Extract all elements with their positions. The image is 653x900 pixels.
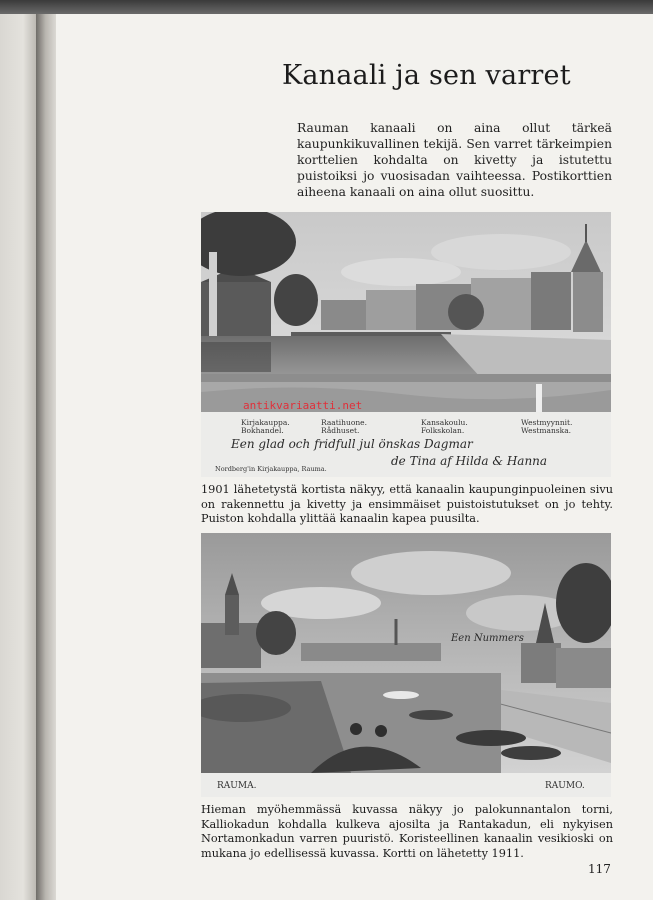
caption-1911: Hieman myöhemmässä kuvassa näkyy jo palokunnantalon torni, Kalliokadun kohdalla kulkeva ajosilta ja Rantakadun, eli nykyisen Nortamonkadun varren puuristö. Koristeellinen kanaalin vesikioski on mukana jo edellisessä kuvassa. Kortti on lähetetty 1911. — [201, 803, 613, 860]
book-top-edge — [0, 0, 653, 14]
handwritten-greeting-line-2: de Tina af Hilda & Hanna — [391, 454, 548, 468]
postcard-1901-image — [201, 212, 611, 477]
watermark-text: antikvariaatti.net — [243, 399, 363, 412]
postcard-1911-image — [201, 533, 611, 797]
handwritten-greeting-line-1: Een glad och fridfull jul önskas Dagmar — [231, 437, 473, 451]
label-line: Kirjakauppa. — [241, 418, 290, 427]
postcard-label-2: Raatihuone. Rådhuset. — [321, 418, 368, 435]
postcard-label-3: Kansakoulu. Folkskolan. — [421, 418, 468, 435]
postcard-publisher: Nordberg'in Kirjakauppa, Rauma. — [215, 465, 327, 473]
postcard-label-right: RAUMO. — [545, 781, 585, 791]
postcard-photo-1901 — [201, 212, 611, 477]
postcard-label-left: RAUMA. — [217, 781, 257, 791]
postcard-label-4: Westmyynnit. Westmanska. — [521, 418, 573, 435]
caption-1901: 1901 lähetetystä kortista näkyy, että kanaalin kaupunginpuoleinen sivu on rakennettu ja kivetty ja ensimmäiset puistoistutukset on jo tehty. Puiston kohdalla ylittää kanaalin kapea puusilta. — [201, 483, 613, 526]
intro-paragraph: Rauman kanaali on aina ollut tärkeä kaupunkikuvallinen tekijä. Sen varret tärkeimpien korttelien kohdalta on kivetty ja istutettu puistoiksi jo vuosisadan vaihteessa. Postikorttien aiheena kanaali on aina ollut suosittu. — [297, 121, 612, 199]
page-number: 117 — [588, 862, 611, 876]
handwritten-note: Een Nummers — [451, 633, 524, 644]
page-title: Kanaali ja sen varret — [282, 60, 571, 91]
postcard-photo-1911 — [201, 533, 611, 797]
postcard-label-1: Kirjakauppa. Bokhandel. — [241, 418, 290, 435]
